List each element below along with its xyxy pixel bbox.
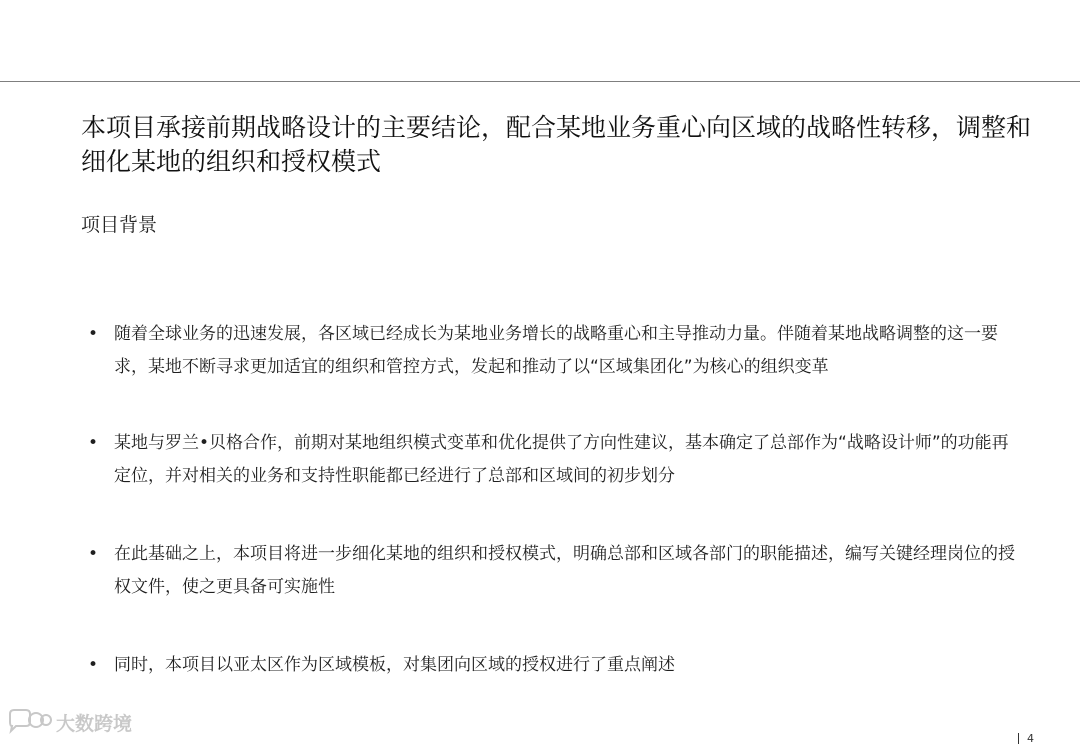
bullet-dot: • xyxy=(88,544,99,564)
page-number-value: 4 xyxy=(1027,732,1034,745)
list-item xyxy=(88,318,1018,384)
header-divider xyxy=(0,81,1080,82)
bullet-text: 随着全球业务的迅速发展，各区域已经成长为某地业务增长的战略重心和主导推动力量。伴随着某地战略调整的这一要求，某地不断寻求更加适宜的组织和管控方式，发起和推动了以“区域集团化”为核心的组织变革 xyxy=(114,324,998,377)
page-number-separator xyxy=(1018,733,1019,744)
list-item xyxy=(88,427,1018,493)
bullet-dot: • xyxy=(88,433,99,453)
section-subtitle: 项目背景 xyxy=(81,214,158,236)
watermark xyxy=(6,708,132,736)
slide-title: 本项目承接前期战略设计的主要结论，配合某地业务重心向区域的战略性转移，调整和细化某地的组织和授权模式 xyxy=(81,113,1032,176)
bullet-dot: • xyxy=(88,324,99,344)
list-item xyxy=(88,649,1018,682)
chat-bubble-logo-icon xyxy=(6,708,52,736)
watermark-text: 大数跨境 xyxy=(56,712,133,735)
list-item xyxy=(88,538,1018,604)
bullet-text: 在此基础之上，本项目将进一步细化某地的组织和授权模式，明确总部和区域各部门的职能描述，编写关键经理岗位的授权文件，使之更具备可实施性 xyxy=(114,544,1015,597)
bullet-text: 某地与罗兰•贝格合作，前期对某地组织模式变革和优化提供了方向性建议，基本确定了总部作为“战略设计师”的功能再定位，并对相关的业务和支持性职能都已经进行了总部和区域间的初步划分 xyxy=(114,433,1009,486)
bullet-dot: • xyxy=(88,655,99,675)
page-number xyxy=(1018,732,1034,745)
bullet-list xyxy=(88,318,1018,682)
bullet-text: 同时，本项目以亚太区作为区域模板，对集团向区域的授权进行了重点阐述 xyxy=(114,655,675,675)
